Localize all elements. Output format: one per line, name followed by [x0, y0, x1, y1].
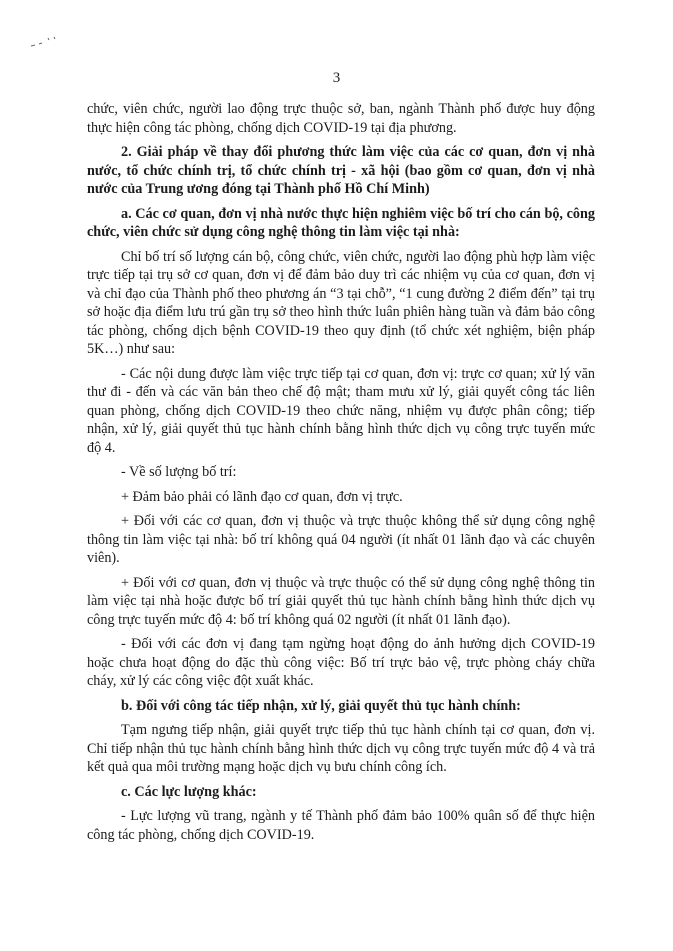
paragraph: + Đảm bảo phải có lãnh đạo cơ quan, đơn vị trực.: [121, 488, 403, 505]
paragraph-continuation: chức, viên chức, người lao động trực thuộc sở, ban, ngành Thành phố được huy động thực hiện công tác phòng, chống dịch COVID-19 tại địa phương.: [87, 101, 595, 136]
paragraph: - Lực lượng vũ trang, ngành y tế Thành phố đảm bảo 100% quân số để thực hiện công tác phòng, chống dịch COVID-19.: [87, 808, 595, 843]
paragraph: + Đối với cơ quan, đơn vị thuộc và trực thuộc có thể sử dụng công nghệ thông tin làm việc tại nhà hoặc được bố trí giải quyết thủ tục hành chính bằng hình thức dịch vụ công trực tuyến mức độ 4: bố trí không quá 02 người (ít nhất 01 lãnh đạo).: [87, 574, 595, 628]
paragraph: - Các nội dung được làm việc trực tiếp tại cơ quan, đơn vị: trực cơ quan; xử lý văn thư đi - đến và các văn bản theo chế độ mật; tham mưu xử lý, giải quyết công tác liên quan phòng, chống dịch COVID-19 theo chức năng, nhiệm vụ được phân công; tiếp nhận, xử lý, giải quyết thủ tục hành chính bằng hình thức dịch vụ công trực tuyến mức độ 4.: [87, 365, 595, 456]
subsection-heading-c: c. Các lực lượng khác:: [121, 783, 257, 800]
paragraph: Chỉ bố trí số lượng cán bộ, công chức, viên chức, người lao động phù hợp làm việc trực tiếp tại trụ sở cơ quan, đơn vị để đảm bảo duy trì các nhiệm vụ của cơ quan, đơn vị và chỉ đạo của Thành phố theo phương án “3 tại chỗ”, “1 cung đường 2 điểm đến” tại trụ sở hoặc địa điểm lưu trú gần trụ sở theo hình thức luân phiên hàng tuần và đảm bảo công tác phòng, chống dịch bệnh COVID-19 theo quy định (tổ chức xét nghiệm, biện pháp 5K…) như sau:: [87, 248, 595, 357]
page-number: 3: [332, 70, 341, 86]
subsection-heading-a: a. Các cơ quan, đơn vị nhà nước thực hiện nghiêm việc bố trí cho cán bộ, công chức, viên chức sử dụng công nghệ thông tin làm việc tại nhà:: [87, 205, 595, 240]
section-heading: 2. Giải pháp về thay đổi phương thức làm việc của các cơ quan, đơn vị nhà nước, tổ chức chính trị, tổ chức chính trị - xã hội (bao gồm cơ quan, đơn vị nhà nước của Trung ương đóng tại Thành phố Hồ Chí Minh): [87, 144, 595, 197]
margin-mark: [30, 34, 60, 48]
paragraph: Tạm ngưng tiếp nhận, giải quyết trực tiếp thủ tục hành chính tại cơ quan, đơn vị. Chỉ tiếp nhận thủ tục hành chính bằng hình thức dịch vụ công trực tuyến mức độ 4 và trả kết quả qua môi trường mạng hoặc dịch vụ bưu chính công ích.: [87, 722, 595, 775]
document-body: [87, 100, 595, 850]
paragraph: - Về số lượng bố trí:: [121, 464, 237, 480]
paragraph: + Đối với các cơ quan, đơn vị thuộc và trực thuộc không thể sử dụng công nghệ thông tin làm việc tại nhà: bố trí không quá 04 người (ít nhất 01 lãnh đạo và các chuyên viên).: [87, 513, 595, 566]
paragraph: - Đối với các đơn vị đang tạm ngừng hoạt động do ảnh hưởng dịch COVID-19 hoặc chưa hoạt động do đặc thù công việc: Bố trí trực bảo vệ, trực phòng cháy chữa cháy, xử lý các công việc đột xuất khác.: [87, 636, 595, 689]
subsection-heading-b: b. Đối với công tác tiếp nhận, xử lý, giải quyết thủ tục hành chính:: [121, 697, 521, 714]
